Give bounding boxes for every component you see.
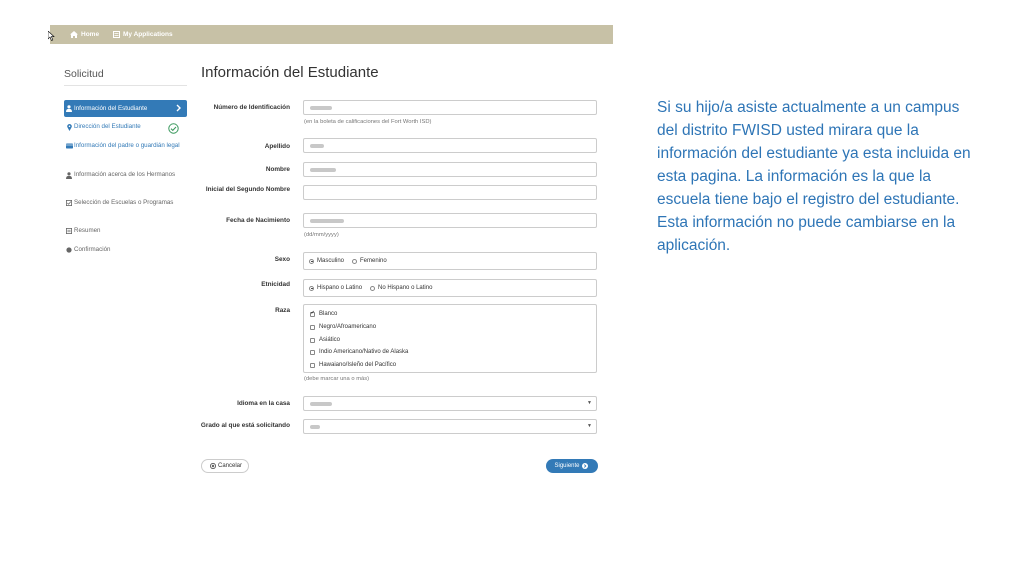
etnicidad-label: Etnicidad [261, 281, 290, 288]
next-button-label: Siguiente [554, 463, 580, 469]
sidebar-item-guardian[interactable] [64, 142, 187, 150]
raza-option[interactable] [310, 337, 340, 343]
raza-option-label: Hawaiano/Isleño del Pacífico [319, 362, 397, 368]
sexo-option-label: Masculino [317, 258, 345, 264]
raza-option-label: Asiático [319, 337, 341, 343]
page-title: Información del Estudiante [201, 64, 379, 81]
explanation-text: Si su hijo/a asiste actualmente a un campus del distrito FWISD usted mirara que la información del estudiante ya esta incluida en esta pagina. La información es la que la escuela tiene bajo el registro del estudiante. Esta información no puede cambiarse en la aplicación. [657, 99, 971, 254]
raza-label: Raza [275, 307, 290, 314]
raza-hint: (debe marcar una o más) [304, 376, 370, 382]
fecha-hint: (dd/mm/yyyy) [304, 232, 339, 238]
raza-negro-checkbox[interactable] [310, 325, 315, 330]
next-button[interactable] [546, 459, 598, 473]
id-input[interactable] [303, 100, 597, 115]
sexo-option-label: Femenino [360, 258, 387, 264]
sidebar-item-siblings[interactable] [64, 171, 187, 179]
raza-asiatico-checkbox[interactable] [310, 338, 315, 343]
raza-option[interactable] [310, 362, 396, 368]
user-icon [66, 172, 72, 179]
raza-hawaiano-checkbox[interactable] [310, 363, 315, 368]
close-circle-icon [210, 463, 216, 469]
mouse-cursor-icon [48, 31, 55, 41]
caret-down-icon: ▼ [587, 400, 592, 406]
sidebar-item-label: Información del Estudiante [74, 104, 148, 112]
sexo-radio-group [303, 252, 597, 270]
raza-option[interactable] [310, 311, 337, 317]
map-marker-icon [67, 124, 72, 131]
raza-indio-checkbox[interactable] [310, 350, 315, 355]
application-screenshot [50, 25, 613, 480]
sidebar-item-summary[interactable] [64, 227, 187, 235]
idioma-label: Idioma en la casa [237, 400, 290, 407]
nombre-input[interactable] [303, 162, 597, 177]
sidebar-item-label: Confirmación [74, 246, 111, 253]
nav-my-applications[interactable] [113, 25, 173, 44]
apellido-input[interactable] [303, 138, 597, 153]
fecha-label: Fecha de Nacimiento [226, 217, 290, 224]
top-nav-bar [50, 25, 613, 44]
etnicidad-radio-group [303, 279, 597, 297]
fecha-input[interactable] [303, 213, 597, 228]
nav-home[interactable] [70, 25, 99, 44]
id-label: Número de Identificación [213, 104, 290, 111]
user-icon [66, 105, 72, 112]
etnicidad-no-hispano-radio[interactable] [370, 286, 375, 291]
circle-icon [66, 247, 72, 253]
sidebar-item-label: Resumen [74, 227, 101, 234]
document-icon [113, 31, 120, 38]
cancel-button[interactable] [201, 459, 249, 473]
nav-my-applications-label: My Applications [123, 31, 173, 38]
chevron-right-icon [176, 104, 181, 112]
sidebar-item-label: Información acerca de los Hermanos [74, 171, 176, 178]
completed-check-icon [168, 123, 179, 134]
etnicidad-hispano-radio[interactable] [309, 286, 314, 291]
sidebar-item-student-info[interactable] [64, 100, 187, 117]
home-icon [70, 31, 78, 38]
list-icon [66, 228, 72, 234]
sidebar-item-label: Dirección del Estudiante [74, 123, 141, 130]
caret-down-icon: ▼ [587, 423, 592, 429]
etnicidad-option-label: No Hispano o Latino [378, 285, 433, 291]
idioma-select[interactable] [303, 396, 597, 411]
sidebar-title: Solicitud [64, 68, 104, 80]
nav-home-label: Home [81, 31, 100, 38]
chevron-right-icon [582, 463, 588, 469]
sexo-femenino-radio[interactable] [352, 259, 357, 264]
raza-option[interactable] [310, 324, 376, 330]
sidebar-item-label: Selección de Escuelas o Programas [74, 199, 174, 206]
raza-option-label: Indio Americano/Nativo de Alaska [319, 349, 409, 355]
raza-checkbox-group [303, 304, 597, 373]
sexo-masculino-radio[interactable] [309, 259, 314, 264]
sidebar-item-label: Información del padre o guardián legal [74, 142, 180, 149]
raza-option-label: Negro/Afroamericano [319, 324, 377, 330]
cancel-button-label: Cancelar [217, 463, 242, 469]
etnicidad-option-label: Hispano o Latino [317, 285, 363, 291]
sidebar-item-confirmation[interactable] [64, 246, 187, 254]
grado-select[interactable] [303, 419, 597, 434]
checkbox-icon [66, 200, 72, 206]
nombre-label: Nombre [265, 166, 290, 173]
raza-blanco-checkbox[interactable] [310, 312, 315, 317]
sexo-label: Sexo [274, 256, 290, 263]
inicial-label: Inicial del Segundo Nombre [205, 186, 290, 193]
inicial-input[interactable] [303, 185, 597, 200]
id-hint: (en la boleta de calificaciones del Fort Worth ISD) [304, 119, 432, 125]
apellido-label: Apellido [264, 143, 290, 150]
raza-option[interactable] [310, 349, 408, 355]
sidebar-item-school-selection[interactable] [64, 199, 187, 207]
id-card-icon [66, 143, 73, 149]
grado-label: Grado al que está solicitando [200, 422, 290, 429]
sidebar-divider [64, 85, 187, 86]
raza-option-label: Blanco [319, 311, 338, 317]
